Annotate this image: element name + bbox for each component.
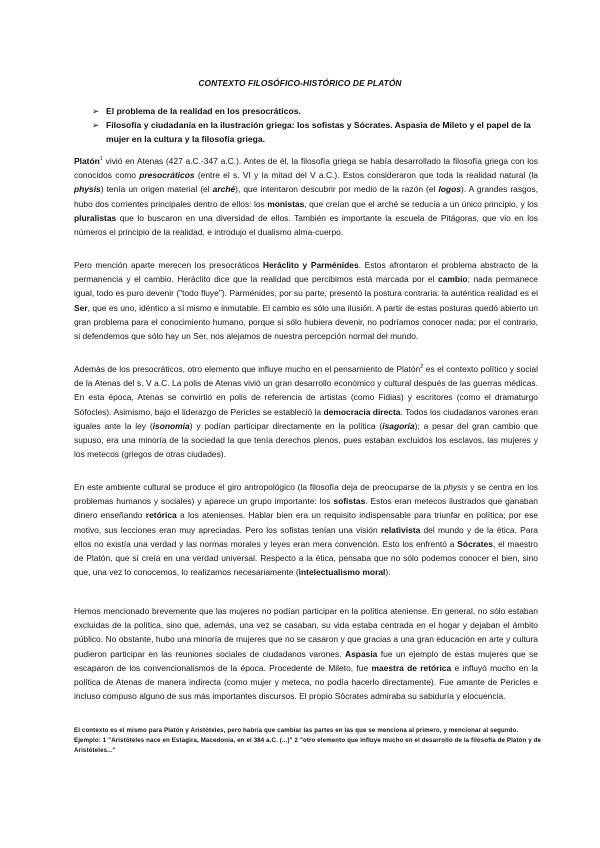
text: ); a pesar del gran cambio que supuso, era una minoría de la sociedad la que tenía derechos plenos, pues estaban excluidos los esclavos, las mujeres y los metecos (griegos de otras ciudades). <box>74 420 538 460</box>
term: physis <box>74 184 101 195</box>
term: maestra de retórica <box>371 662 452 673</box>
term: cambio <box>438 274 468 285</box>
topic-text: El problema de la realidad en los presocráticos. <box>106 106 301 116</box>
text: Además de los presocráticos, otro elemento que influye mucho en el pensamiento de Platón <box>74 364 421 374</box>
paragraph-aspasia <box>74 604 538 703</box>
term: isonomia <box>152 420 190 431</box>
arrow-bullet-icon: ➢ <box>92 106 100 116</box>
text: vivió en Atenas (427 a.C.-347 a.C.). Antes de él, la filosofía griega se había desarrollado la filosofía griega con los conocidos como <box>74 156 538 181</box>
text: Hemos mencionado brevemente que las mujeres no podían participar en la política ateniense. En general, no sólo estaban excluidas de la política, sino que, además, una vez se casaban, su vida estaba centrada en el hogar y dejaban el ámbito público. No obstante, hubo una minoría de mujeres que no se casaron y que gracias a una gran educación en arte y cultura pudieron participar en las reuniones sociales de ciudadanos varones. <box>74 606 538 659</box>
text: fue un ejemplo de estas mujeres que se escaparon de los convencionalismos de la época. Procedente de Mileto, fue <box>74 648 538 673</box>
paragraph-heraclito-parmenides <box>74 258 538 343</box>
text: es el contexto político y social de la Atenas del s. V a.C. La polis de Atenas vivió un gran desarrollo económico y cultural después de las guerras médicas. En esta época, Atenas se convirtió en polis de referencia de artistas (como Fidias) y escritores (como el dramaturgo Sófocles). Asimismo, bajo el liderazgo de Pericles se estableció la <box>74 364 538 417</box>
term: isagoría <box>382 420 415 431</box>
term: physis <box>443 482 468 492</box>
text: En este ambiente cultural se produce el giro antropológico (la filosofía deja de preocuparse de la <box>74 482 444 492</box>
text: a los atenienses. Hablar bien era un requisito indispensable para triunfar en política; por ese motivo, sus lecciones eran muy apreciadas. Pero los sofistas tenían una visión <box>74 510 538 535</box>
paragraph-sofistas <box>74 480 538 579</box>
text: Pero mención aparte merecen los presocráticos <box>74 260 263 270</box>
term: Aspasia <box>345 648 378 659</box>
text: del mundo y de la ética. Para ellos no existía una verdad y las normas morales y leyes eran mera convención. Esto los enfrentó a <box>74 524 538 549</box>
term: intelectualismo moral <box>298 567 386 578</box>
text: , que es uno, idéntico a sí mismo e inmutable. El cambio es sólo una ilusión. A partir de estas posturas quedó abierto un gran problema para el conocimiento humano, porque si sólo hubiera devenir, no podríamos conocer nada; por el contrario, si defendemos que sólo hay un Ser, nos alejamos de nuestra percepción normal del mundo. <box>74 302 538 342</box>
term: pluralistas <box>74 212 117 223</box>
document-title: CONTEXTO FILOSÓFICO-HISTÓRICO DE PLATÓN <box>198 78 402 88</box>
text: ; nada permanece igual, todo es puro devenir ("todo fluye"). Parménides, por su parte, presentó la postura contraria: la auténtica realidad es el <box>74 274 538 299</box>
text: y se centra en los problemas humanos y sociales) y aparece un grupo importante: los <box>74 482 538 507</box>
text: , el maestro de Platón, que sí creía en una verdad universal. Respecto a la ética, pensaba que no sólo podemos conocer el bien, sino que, una vez lo conocemos, lo realizamos necesariamente ( <box>74 538 538 578</box>
text: ). A grandes rasgos, hubo dos corrientes principales dentro de ellos: los <box>74 184 539 209</box>
text: ). <box>385 567 391 578</box>
term: logos <box>438 184 461 195</box>
arrow-bullet-icon: ➢ <box>92 120 100 130</box>
term: democracia directa <box>323 406 401 417</box>
topic-list <box>92 104 532 146</box>
text: . Estos afrontaron el problema abstracto de la permanencia y el cambio. Heráclito dice que la realidad que percibimos está marcada por el <box>74 260 538 285</box>
footnote-ref: 2 <box>420 364 424 371</box>
term: relativista <box>380 524 421 535</box>
text: (entre el s. VI y la mitad del V a.C.). Estos consideraron que toda la realidad natural (la <box>194 170 538 181</box>
text: que lo buscaron en una diversidad de ellos. También es importante la escuela de Pitágoras, que vio en los números el principio de la realidad, e introdujo el dualismo alma-cuerpo. <box>74 212 538 238</box>
topic-item <box>92 104 532 118</box>
term: arché <box>212 184 236 195</box>
term: retórica <box>145 510 177 521</box>
topic-item <box>92 118 532 146</box>
text: . Todos los ciudadanos varones eran iguales ante la ley ( <box>74 406 539 431</box>
term: sofistas <box>333 496 366 507</box>
paragraph-contexto-politico <box>74 362 538 461</box>
text: e influyó mucho en la política de Atenas de manera indirecta (como mujer y meteca, no podía hacerlo directamente). Fue amante de Pericles e incluso compuso alguno de sus más importantes discursos. El propio Sócrates admiraba su sabiduría y elocuencia. <box>74 662 538 702</box>
text: ) y podían participar directamente en la política ( <box>189 420 383 431</box>
term: presocráticos <box>139 170 195 181</box>
text: ), que intentaron descubrir por medio de la razón (el <box>235 184 439 195</box>
term: Ser <box>74 302 88 313</box>
term: Platón <box>74 156 100 166</box>
topic-text: Filosofía y ciudadanía en la ilustración griega: los sofistas y Sócrates. Aspasia de Mileto y el papel de la mujer en la cultura y la filosofía griega. <box>106 120 531 144</box>
text: , que creían que el arché se reducía a un único principio, y los <box>304 198 538 209</box>
paragraph-presocraticos <box>74 154 538 239</box>
term: Heráclito y Parménides <box>262 260 359 270</box>
text: ) tenía un origen material (el <box>100 184 213 195</box>
term: monistas <box>267 198 305 209</box>
footnote-ref: 1 <box>99 156 103 163</box>
footnotes: El contexto es el mismo para Platón y Aristóteles, pero habría que cambiar las partes en las que se menciona al primero, y mencionar al segundo. Ejemplo: 1 "Aristóteles nace en Estagira, Macedonia, en el 384 a.C. (...)" 2 "otro elemento que influye mucho en el desarrollo de la filosofía de Platón y de Aristóteles..." <box>74 727 542 754</box>
term: Sócrates <box>457 538 493 549</box>
text: . Estos eran metecos ilustrados que ganaban dinero enseñando <box>74 496 538 521</box>
